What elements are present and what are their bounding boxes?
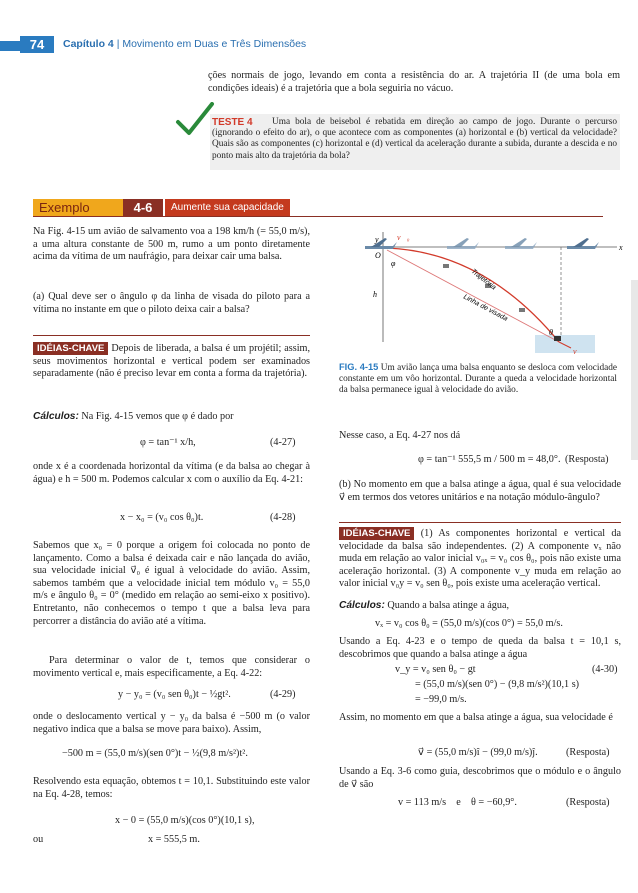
line-of-sight <box>387 250 559 342</box>
left-paragraph-3: onde x é a coordenada horizontal da vítima (e da balsa ao chegar à água) e h = 500 m. Podemos calcular x com o auxílio da Eq. 4-21: <box>33 461 310 485</box>
y-axis-label: y <box>375 235 379 244</box>
equation-phi-result: φ = tan⁻¹ 555,5 m / 500 m = 48,0°. <box>418 454 561 465</box>
calc-label: Cálculos: <box>33 411 79 422</box>
airplane-icon <box>505 238 537 249</box>
left-paragraph-2: (a) Qual deve ser o ângulo φ da linha de visada do piloto para a vítima no instante em que o piloto deixa cair a balsa? <box>33 291 310 315</box>
calc-line-right <box>339 600 621 613</box>
answer-tag: (Resposta) <box>566 797 610 808</box>
example-rule <box>33 216 603 217</box>
calc-line-left <box>33 411 310 424</box>
right-paragraph-3: Usando a Eq. 4-23 e o tempo de queda da balsa t = 10,1 s, descobrimos que quando a balsa atinge a água <box>339 636 621 660</box>
airplane-icon <box>365 238 397 249</box>
test-text: Uma bola de beisebol é rebatida em direção ao campo de jogo. Durante o percurso (ignorando o efeito do ar), o que acontece com as componentes (a) horizontal e (b) vertical da velocidade? Quais são as componentes (c) horizontal e (d) vertical da aceleração durante a subida, durante a descida e no ponto mais alto da trajetória da bola? <box>212 117 617 161</box>
left-paragraph-5: Para determinar o valor de t, temos que considerar o movimento vertical e, mais especificamente, a Eq. 4-22: <box>33 655 310 679</box>
calc-text: Quando a balsa atinge a água, <box>387 600 510 611</box>
right-paragraph-1: Nesse caso, a Eq. 4-27 nos dá <box>339 430 461 441</box>
trajectory-tag: Trajetória <box>469 268 497 292</box>
right-paragraph-2: (b) No momento em que a balsa atinge a água, qual é sua velocidade v⃗ em termos dos vetores unitários e na notação módulo-ângulo? <box>339 479 621 503</box>
theta-label: θ <box>549 328 553 337</box>
airplane-icon <box>567 238 599 249</box>
ou-word: ou <box>33 834 44 845</box>
chapter-label: Capítulo 4 <box>63 38 114 50</box>
intro-paragraph: ções normais de jogo, levando em conta a resistência do ar. A trajetória II (de uma bola em condições ideais) é a trajetória que a bola seguiria no vácuo. <box>208 70 620 94</box>
header-accent-bar <box>0 41 20 51</box>
origin-label: O <box>375 251 381 260</box>
equation-x-result: x = 555,5 m. <box>148 834 200 845</box>
calc-label: Cálculos: <box>339 600 385 611</box>
raft-icon <box>554 336 561 341</box>
page-number: 74 <box>20 36 54 53</box>
equation-number: (4-28) <box>270 512 296 523</box>
left-paragraph-7: Resolvendo esta equação, obtemos t = 10,1. Substituindo este valor na Eq. 4-28, temos: <box>33 776 310 800</box>
key-ideas-text: (1) As componentes horizontal e vertical da velocidade da balsa são independentes. (2) A componente vₓ não muda em relação ao valor inicial v₀ₓ = v₀ cos θ₀, pois não existe uma aceleração horizontal. (3) A componente v_y muda em relação ao valor inicial v₀y = v₀ sen θ₀, pois existe uma aceleração vertical. <box>339 528 622 590</box>
right-paragraph-5: Usando a Eq. 3-6 como guia, descobrimos que o módulo e o ângulo de v⃗ são <box>339 766 621 790</box>
water <box>535 335 595 353</box>
equation-x-calc: x − 0 = (55,0 m/s)(cos 0°)(10,1 s), <box>115 815 255 826</box>
height-label: h <box>373 290 377 299</box>
airplane-icon <box>447 238 479 249</box>
right-paragraph-4: Assim, no momento em que a balsa atinge a água, sua velocidade é <box>339 712 613 723</box>
answer-tag: (Resposta) <box>566 747 610 758</box>
equation-v-vector: v⃗ = (55,0 m/s)î − (99,0 m/s)ĵ. <box>418 747 538 758</box>
v0-label: v⃗₀ <box>397 233 410 242</box>
equation-vy: v_y = v₀ sen θ₀ − gt <box>395 664 476 675</box>
key-ideas-badge: IDÉIAS-CHAVE <box>339 527 414 540</box>
equation-4-27: φ = tan⁻¹ x/h, <box>140 437 196 448</box>
phi-label: φ <box>391 259 396 268</box>
key-ideas-rule <box>339 522 621 523</box>
left-paragraph-6: onde o deslocamento vertical y − y₀ da balsa é −500 m (o valor negativo indica que a balsa se move para baixo). Assim, <box>33 711 310 735</box>
equation-vy-step: = (55,0 m/s)(sen 0°) − (9,8 m/s²)(10,1 s) <box>415 679 580 690</box>
test-label: TESTE 4 <box>212 117 253 128</box>
equation-4-28: x − x₀ = (v₀ cos θ₀)t. <box>120 512 204 523</box>
key-ideas-right <box>339 528 621 591</box>
calc-text: Na Fig. 4-15 vemos que φ é dado por <box>81 411 234 422</box>
key-ideas-rule <box>33 335 310 336</box>
raft-icon <box>443 264 449 268</box>
example-label: Exemplo <box>33 199 123 216</box>
line-of-sight-tag: Linha de visada <box>462 293 509 323</box>
checkmark-icon <box>175 102 215 136</box>
figure-label: FIG. 4-15 <box>339 362 379 372</box>
key-ideas-left <box>33 343 310 381</box>
chapter-title: Movimento em Duas e Três Dimensões <box>122 38 307 50</box>
equation-vy-result: = −99,0 m/s. <box>415 694 467 705</box>
equation-magnitude-angle: v = 113 m/s e θ = −60,9°. <box>398 797 517 808</box>
equation-number: (4-29) <box>270 689 296 700</box>
example-number: 4-6 <box>123 199 163 216</box>
equation-number: (4-27) <box>270 437 296 448</box>
example-subtitle: Aumente sua capacidade <box>165 199 290 216</box>
key-ideas-text: Depois de liberada, a balsa é um projétil; assim, seus movimentos horizontal e vertical podem ser examinados separadamente (não é preciso levar em conta a forma da trajetória). <box>33 343 310 380</box>
equation-substituted: −500 m = (55,0 m/s)(sen 0°)t − ½(9,8 m/s²)t². <box>62 748 248 759</box>
example-banner <box>33 199 603 217</box>
equation-vx: vₓ = v₀ cos θ₀ = (55,0 m/s)(cos 0°) = 55,0 m/s. <box>375 618 563 629</box>
raft-icon <box>519 308 525 312</box>
chapter-heading <box>63 37 306 52</box>
header-separator: | <box>116 38 120 50</box>
v-label: v⃗ <box>573 347 583 356</box>
key-ideas-badge: IDÉIAS-CHAVE <box>33 342 108 355</box>
left-paragraph-1: Na Fig. 4-15 um avião de salvamento voa a 198 km/h (= 55,0 m/s), a uma altura constante de 500 m, rumo a um ponto diretamente acima da vítima de um naufrágio, para deixar cair uma balsa. <box>33 226 310 263</box>
figure-caption <box>339 362 617 397</box>
equation-number: (4-30) <box>592 664 618 675</box>
running-header <box>0 36 638 53</box>
left-paragraph-4: Sabemos que x₀ = 0 porque a origem foi colocada no ponto de lançamento. Como a balsa é deixada cair e não lançada do avião, sua velocidade inicial v⃗₀ é igual à velocidade do avião. Assim, sabemos também que a velocidade inicial tem módulo v₀ = 55,0 m/s e ângulo θ₀ = 0° (medido em relação ao semi-eixo x positivo). Entretanto, não conhecemos o tempo t que a balsa leva para percorrer a distância do avião até a vítima. <box>33 540 310 627</box>
equation-4-29: y − y₀ = (v₀ sen θ₀)t − ½gt². <box>118 689 231 700</box>
x-axis-label: x <box>619 243 623 252</box>
page-edge-shadow <box>631 280 638 460</box>
figure-caption-text: Um avião lança uma balsa enquanto se desloca com velocidade constante em um vôo horizontal. Durante a queda a velocidade horizontal da balsa permanece igual à velocidade do avião. <box>339 363 617 396</box>
figure-4-15 <box>335 222 630 360</box>
answer-tag: (Resposta) <box>565 454 609 465</box>
